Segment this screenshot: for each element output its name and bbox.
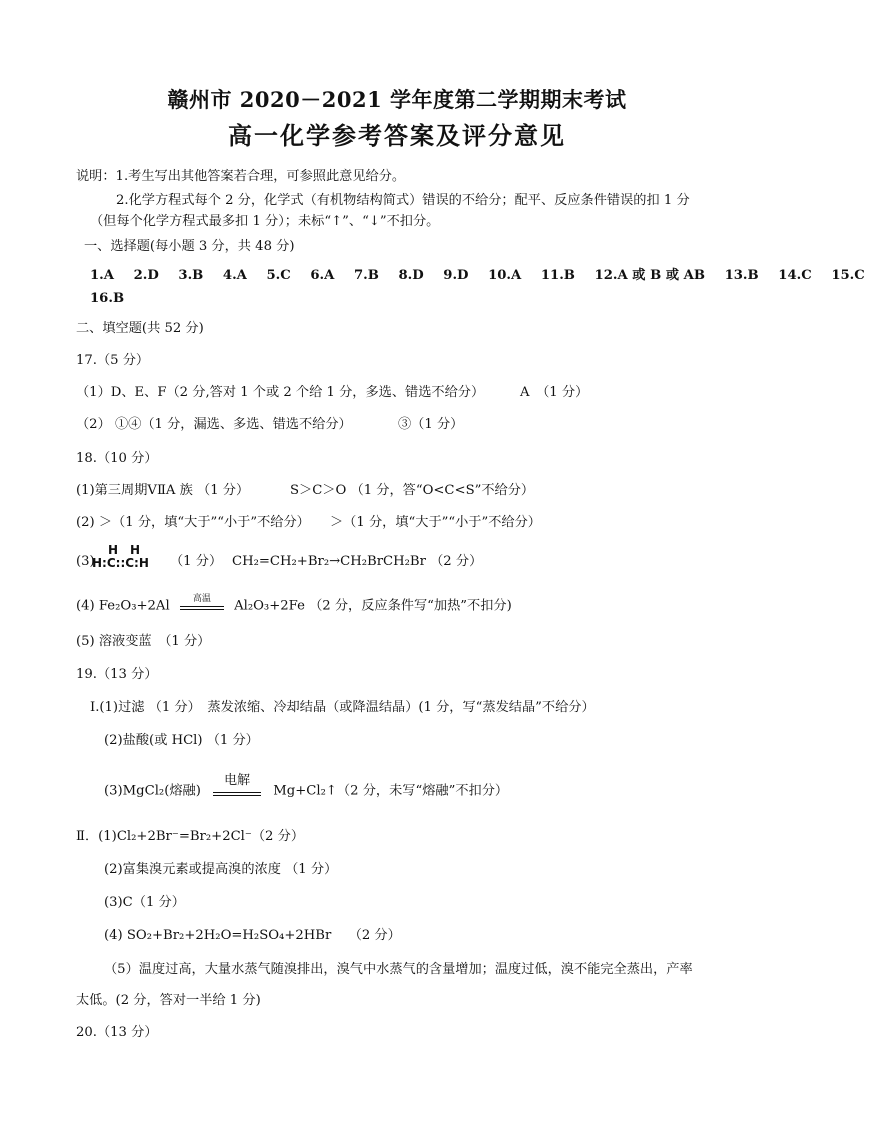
answer-item: 5.C	[266, 268, 291, 283]
q17-line2: （2） ①④（1 分，漏选、多选、错选不给分）	[76, 417, 352, 432]
answer-item: 11.B	[540, 268, 575, 283]
answer-item: 4.A	[222, 268, 247, 283]
choice-answers	[90, 264, 880, 283]
equal-bar-top	[213, 792, 261, 793]
section1-title	[84, 238, 294, 256]
exam-subtitle: 高一化学参考答案及评分意见	[228, 121, 566, 150]
q18-line1: (1)第三周期ⅤⅡA 族 （1 分）	[76, 483, 250, 498]
q19-header: 19.（13 分）	[76, 667, 158, 682]
q18-line3-prefix: (3)	[76, 554, 95, 569]
answer-item: 3.B	[178, 268, 204, 283]
section2-title: 二、填空题(共 52 分)	[76, 321, 204, 336]
q18-line1-answer: S＞C＞O （1 分，答“O<C<S”不给分）	[290, 483, 535, 498]
condition-label: 高温	[192, 594, 211, 604]
q19-i2: (2)盐酸(或 HCl) （1 分）	[104, 733, 259, 748]
answer-item: 8.D	[398, 268, 424, 283]
q19-ii5a: （5）温度过高，大量水蒸气随溴排出，溴气中水蒸气的含量增加；温度过低，溴不能完全蒸出，产率	[104, 962, 693, 977]
lewis-top-h: H H	[108, 543, 141, 557]
answer-item: 13.B	[724, 268, 759, 283]
exam-title: 赣州市 2020－2021 学年度第二学期期末考试	[167, 87, 627, 112]
q18-header: 18.（10 分）	[76, 451, 158, 466]
q18-line4	[76, 594, 512, 616]
q19-ii5b: 太低。(2 分，答对一半给 1 分)	[76, 993, 261, 1008]
q18-line3-equation: CH₂=CH₂+Br₂→CH₂BrCH₂Br （2 分）	[232, 554, 483, 569]
q18-line2-answer: ＞（1 分，填“大于”“小于”不给分）	[330, 515, 541, 530]
q19-ii4: (4) SO₂+Br₂+2H₂O=H₂SO₄+2HBr （2 分）	[104, 928, 401, 943]
electrolysis-arrow	[213, 773, 261, 802]
answer-16: 16.B	[90, 291, 125, 306]
q18-line5: (5) 溶液变蓝 （1 分）	[76, 634, 211, 649]
q17-line1-text: （1）D、E、F（2 分,答对 1 个或 2 个给 1 分，多选、错选不给分）	[76, 385, 485, 400]
q19-ii1: Ⅱ．(1)Cl₂+2Br⁻=Br₂+2Cl⁻（2 分）	[76, 829, 305, 844]
q20-header: 20.（13 分）	[76, 1025, 158, 1040]
q19-ii2: (2)富集溴元素或提高溴的浓度 （1 分）	[104, 862, 338, 877]
q17-line2-answer: ③（1 分）	[398, 417, 464, 432]
section1-title-text: 一、选择题(每小题 3 分，共 48 分)	[84, 239, 295, 254]
answer-item: 15.C	[831, 268, 865, 283]
lewis-main: H:C::C:H	[92, 556, 149, 570]
q17-header: 17.（5 分）	[76, 353, 150, 368]
q18-line4-left: (4) Fe₂O₃+2Al	[76, 598, 170, 614]
q19-i3	[104, 773, 509, 802]
answer-item: 10.A	[488, 268, 522, 283]
reaction-condition-arrow	[180, 594, 224, 615]
answer-item: 2.D	[133, 268, 159, 283]
q19-ii3: (3)C（1 分）	[104, 895, 185, 910]
q18-line2: (2) ＞（1 分，填“大于”“小于”不给分）	[76, 515, 310, 530]
note-1: 说明：1.考生写出其他答案若合理，可参照此意见给分。	[76, 169, 406, 184]
q19-i3-right: Mg+Cl₂↑（2 分，未写“熔融”不扣分）	[273, 783, 509, 799]
equal-bar-bottom	[213, 795, 261, 796]
note-2b: （但每个化学方程式最多扣 1 分）；未标“↑”、“↓”不扣分。	[90, 214, 440, 229]
q17-line1-answer: A （1 分）	[520, 385, 589, 400]
equal-bar-bottom	[180, 609, 224, 610]
answer-item: 14.C	[778, 268, 812, 283]
q19-i3-left: (3)MgCl₂(熔融)	[104, 783, 201, 799]
equal-bar-top	[180, 606, 224, 607]
ethene-lewis-structure	[92, 544, 149, 570]
answer-item: 1.A	[90, 268, 114, 283]
note-2a: 2.化学方程式每个 2 分，化学式（有机物结构简式）错误的不给分；配平、反应条件错误的扣 1 分	[116, 193, 690, 208]
answer-item: 7.B	[353, 268, 379, 283]
q18-line3-score: （1 分）	[170, 554, 223, 569]
q17-line1	[76, 384, 484, 402]
answer-item: 9.D	[443, 268, 469, 283]
q18-line4-right: Al₂O₃+2Fe （2 分，反应条件写“加热”不扣分)	[234, 598, 512, 614]
q19-i1: Ⅰ.(1)过滤 （1 分） 蒸发浓缩、冷却结晶（或降温结晶）(1 分，写“蒸发结晶”不给分）	[90, 700, 595, 715]
electrolysis-label: 电解	[224, 773, 251, 788]
answer-item: 6.A	[310, 268, 335, 283]
answer-item: 12.A 或 B 或 AB	[594, 268, 705, 283]
